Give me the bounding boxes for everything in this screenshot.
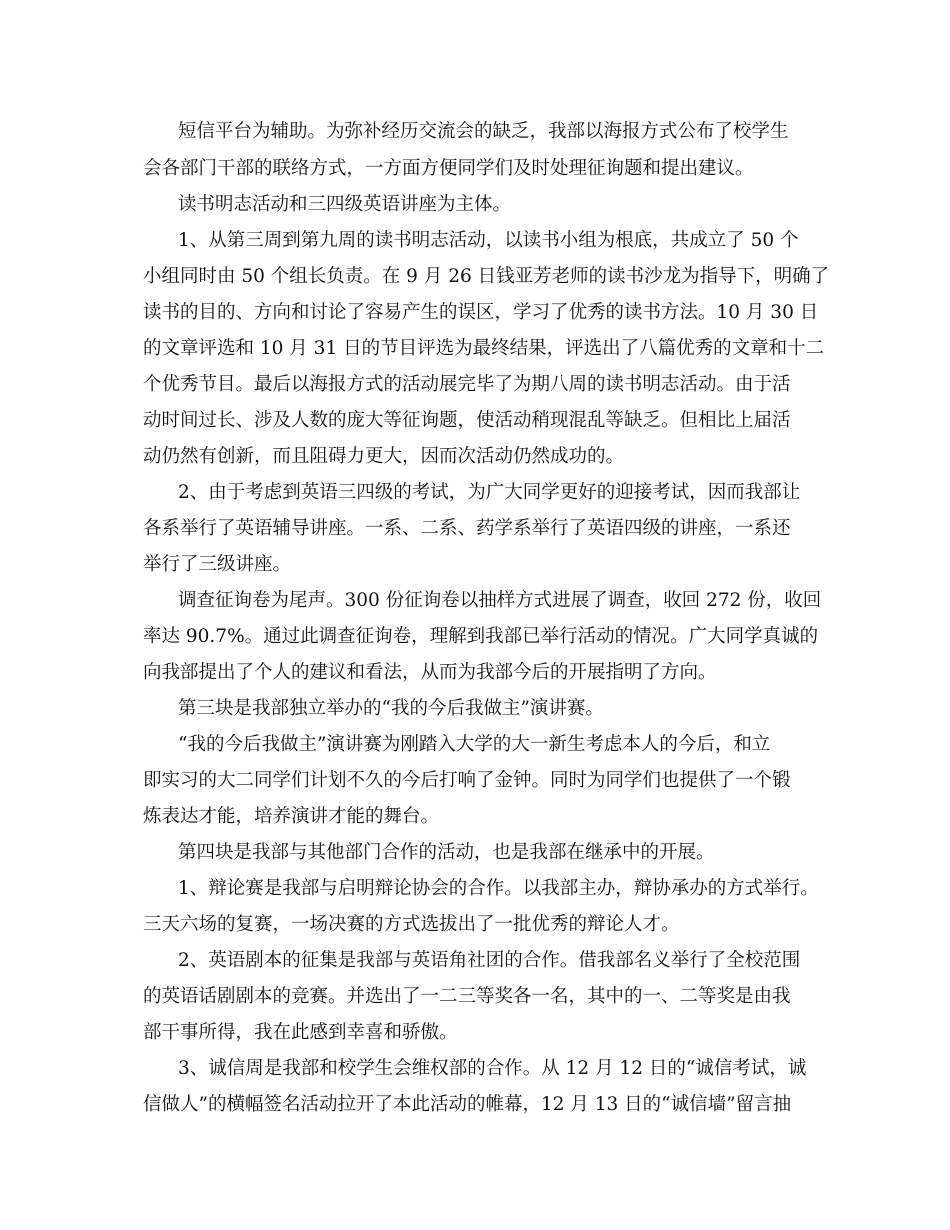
paragraph-line: 部干事所得，我在此感到幸喜和骄傲。: [143, 1022, 458, 1043]
paragraph-line: 各系举行了英语辅导讲座。一系、二系、药学系举行了英语四级的讲座，一系还: [143, 518, 791, 539]
paragraph-line: 第四块是我部与其他部门合作的活动，也是我部在继承中的开展。: [178, 842, 715, 863]
paragraph-line: 2、英语剧本的征集是我部与英语角社团的合作。借我部名义举行了全校范围: [178, 950, 801, 971]
paragraph-line: 短信平台为辅助。为弥补经历交流会的缺乏，我部以海报方式公布了校学生: [178, 121, 789, 142]
paragraph-line: 个优秀节目。最后以海报方式的活动展完毕了为期八周的读书明志活动。由于活: [143, 374, 791, 395]
paragraph-line: 即实习的大二同学们计划不久的今后打响了金钟。同时为同学们也提供了一个锻: [143, 770, 791, 791]
paragraph-line: “我的今后我做主”演讲赛为刚踏入大学的大一新生考虑本人的今后，和立: [178, 734, 771, 755]
paragraph-line: 2、由于考虑到英语三四级的考试，为广大同学更好的迎接考试，因而我部让: [178, 482, 801, 503]
paragraph-line: 的英语话剧剧本的竞赛。并选出了一二三等奖各一名，其中的一、二等奖是由我: [143, 986, 791, 1007]
paragraph-line: 会各部门干部的联络方式，一方面方便同学们及时处理征询题和提出建议。: [143, 158, 754, 179]
paragraph-line: 小组同时由 50 个组长负责。在 9 月 26 日钱亚芳老师的读书沙龙为指导下，明确了: [143, 266, 830, 287]
paragraph-line: 读书的目的、方向和讨论了容易产生的误区，学习了优秀的读书方法。10 月 30 日: [143, 302, 819, 323]
paragraph-line: 读书明志活动和三四级英语讲座为主体。: [178, 194, 512, 215]
paragraph-line: 的文章评选和 10 月 31 日的节目评选为最终结果，评选出了八篇优秀的文章和十二: [143, 338, 825, 359]
paragraph-line: 三天六场的复赛，一场决赛的方式选拔出了一批优秀的辩论人才。: [143, 914, 680, 935]
paragraph-line: 动仍然有创新，而且阻碍力更大，因而次活动仍然成功的。: [143, 446, 625, 467]
paragraph-line: 动时间过长、涉及人数的庞大等征询题，使活动稍现混乱等缺乏。但相比上届活: [143, 410, 791, 431]
paragraph-line: 第三块是我部独立举办的“我的今后我做主”演讲赛。: [178, 698, 604, 719]
paragraph-line: 1、从第三周到第九周的读书明志活动，以读书小组为根底，共成立了 50 个: [178, 230, 799, 251]
paragraph-line: 举行了三级讲座。: [143, 554, 292, 575]
paragraph-line: 率达 90.7%。通过此调查征询卷，理解到我部已举行活动的情况。广大同学真诚的: [143, 626, 819, 647]
paragraph-line: 1、辩论赛是我部与启明辩论协会的合作。以我部主办，辩协承办的方式举行。: [178, 878, 819, 899]
paragraph-line: 3、诚信周是我部和校学生会维权部的合作。从 12 月 12 日的“诚信考试，诚: [178, 1058, 807, 1079]
paragraph-line: 调查征询卷为尾声。300 份征询卷以抽样方式进展了调查，收回 272 份，收回: [178, 590, 822, 611]
paragraph-line: 炼表达才能，培养演讲才能的舞台。: [143, 806, 440, 827]
paragraph-line: 向我部提出了个人的建议和看法，从而为我部今后的开展指明了方向。: [143, 662, 717, 683]
paragraph-line: 信做人”的横幅签名活动拉开了本此活动的帷幕，12 月 13 日的“诚信墙”留言抽: [143, 1094, 792, 1115]
